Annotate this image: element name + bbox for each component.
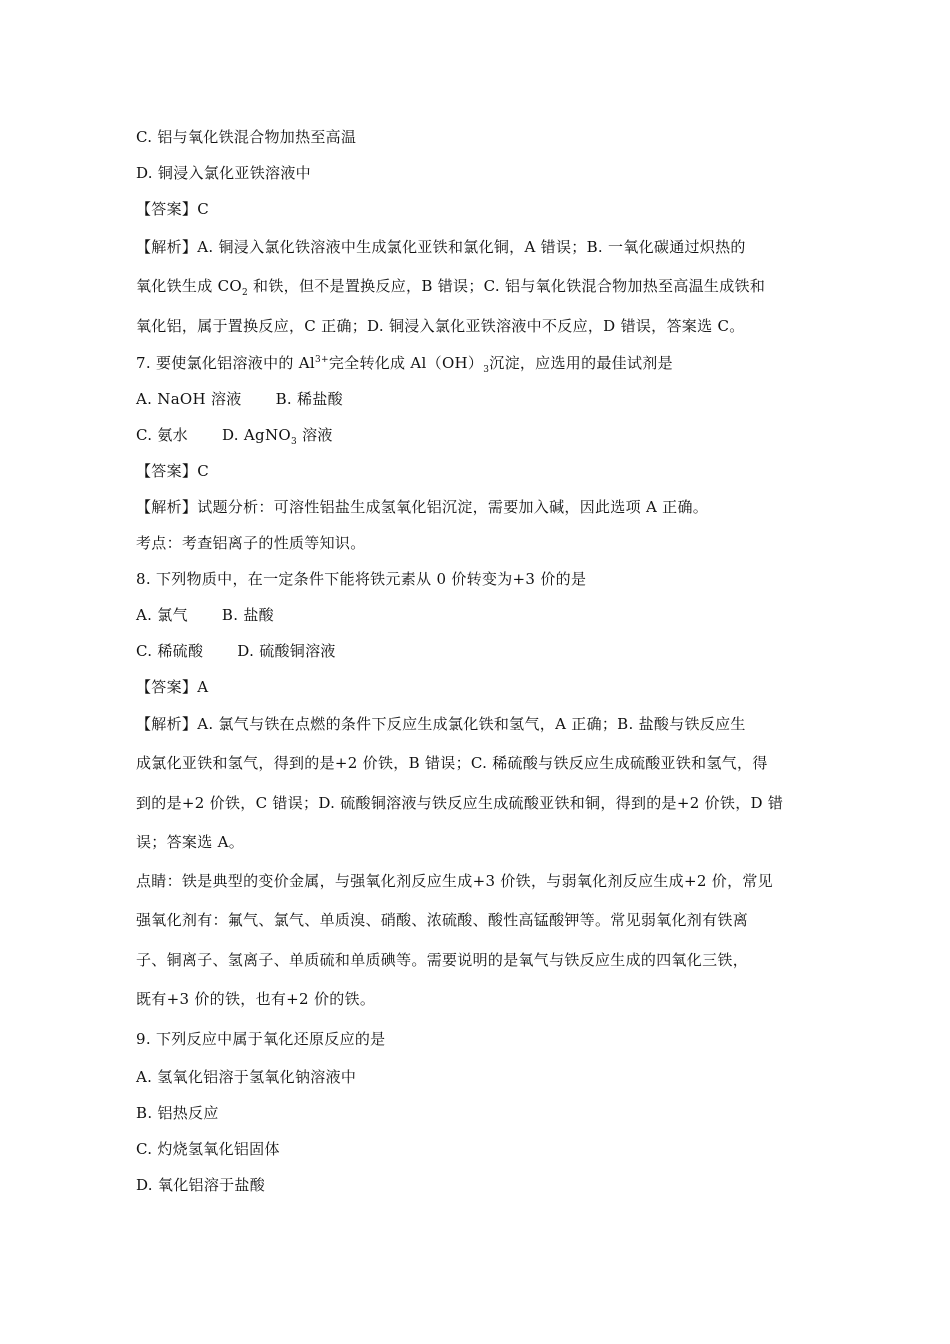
q7-option-d-text: D. AgNO (221, 426, 291, 444)
q9-option-a: A. 氢氧化铝溶于氢氧化钠溶液中 (136, 1068, 357, 1086)
q8-option-c: C. 稀硫酸 (136, 642, 204, 660)
q6-analysis-line-2 (136, 276, 816, 296)
q8-analysis-line-4: 误；答案选 A。 (136, 833, 245, 851)
q9-option-b: B. 铝热反应 (136, 1104, 219, 1122)
q8-options-cd (136, 641, 816, 661)
q7-option-d (221, 426, 333, 447)
q8-option-a: A. 氯气 (136, 606, 188, 624)
q7-option-c: C. 氨水 (136, 426, 188, 444)
oh-subscript: 3 (483, 365, 490, 375)
q7-option-b: B. 稀盐酸 (275, 390, 343, 408)
q8-answer: 【答案】A (136, 678, 209, 696)
q8-analysis-line-3: 到的是+2 价铁，C 错误；D. 硫酸铜溶液与铁反应生成硫酸亚铁和铜，得到的是+2 价铁，D 错 (136, 794, 784, 812)
q7-answer: 【答案】C (136, 462, 209, 480)
q7-stem-b: 完全转化成 Al（OH） (328, 354, 484, 372)
q6-answer: 【答案】C (136, 200, 209, 218)
q7-options-ab (136, 389, 816, 409)
q8-dianjing-line-4: 既有+3 价的铁，也有+2 价的铁。 (136, 990, 376, 1008)
q7-analysis: 【解析】试题分析：可溶性铝盐生成氢氧化铝沉淀，需要加入碱，因此选项 A 正确。 (136, 498, 709, 516)
q8-option-b: B. 盐酸 (221, 606, 274, 624)
q8-options-ab (136, 605, 816, 625)
q8-option-d: D. 硫酸铜溶液 (237, 642, 336, 660)
q7-option-d-tail: 溶液 (297, 426, 333, 444)
q9-stem: 9. 下列反应中属于氧化还原反应的是 (136, 1030, 386, 1048)
q8-dianjing-line-2: 强氧化剂有：氟气、氯气、单质溴、硝酸、浓硫酸、酸性高锰酸钾等。常见弱氧化剂有铁离 (136, 911, 749, 929)
q7-stem-a: 7. 要使氯化铝溶液中的 Al (136, 354, 315, 372)
q8-dianjing-line-1: 点睛：铁是典型的变价金属，与强氧化剂反应生成+3 价铁，与弱氧化剂反应生成+2 价，常见 (136, 872, 773, 890)
q7-kaodian: 考点：考查铝离子的性质等知识。 (136, 534, 366, 552)
q7-stem (136, 353, 816, 373)
no3-subscript: 3 (290, 437, 298, 447)
q9-option-d: D. 氧化铝溶于盐酸 (136, 1176, 266, 1194)
q8-dianjing-line-3: 子、铜离子、氢离子、单质硫和单质碘等。需要说明的是氧气与铁反应生成的四氧化三铁， (136, 951, 749, 969)
q6-option-c: C. 铝与氧化铁混合物加热至高温 (136, 128, 357, 146)
q6-option-d: D. 铜浸入氯化亚铁溶液中 (136, 164, 311, 182)
co2-subscript: 2 (241, 288, 248, 298)
al-charge-superscript: 3+ (314, 355, 329, 365)
q7-stem-c: 沉淀，应选用的最佳试剂是 (489, 354, 673, 372)
q6-analysis-2b: 和铁，但不是置换反应，B 错误；C. 铝与氧化铁混合物加热至高温生成铁和 (247, 277, 766, 295)
q9-option-c: C. 灼烧氢氧化铝固体 (136, 1140, 280, 1158)
q7-option-a: A. NaOH 溶液 (136, 390, 242, 408)
q8-stem: 8. 下列物质中，在一定条件下能将铁元素从 0 价转变为+3 价的是 (136, 570, 587, 588)
q7-options-cd (136, 425, 816, 445)
q8-analysis-line-2: 成氯化亚铁和氢气，得到的是+2 价铁，B 错误；C. 稀硫酸与铁反应生成硫酸亚铁和氢气，得 (136, 754, 768, 772)
q6-analysis-line-3: 氧化铝，属于置换反应，C 正确；D. 铜浸入氯化亚铁溶液中不反应，D 错误，答案选 C。 (136, 317, 745, 335)
q8-analysis-line-1: 【解析】A. 氯气与铁在点燃的条件下反应生成氯化铁和氢气，A 正确；B. 盐酸与铁反应生 (136, 715, 746, 733)
q6-analysis-line-1: 【解析】A. 铜浸入氯化铁溶液中生成氯化亚铁和氯化铜，A 错误；B. 一氧化碳通过炽热的 (136, 238, 746, 256)
q6-analysis-2a: 氧化铁生成 CO (136, 277, 242, 295)
